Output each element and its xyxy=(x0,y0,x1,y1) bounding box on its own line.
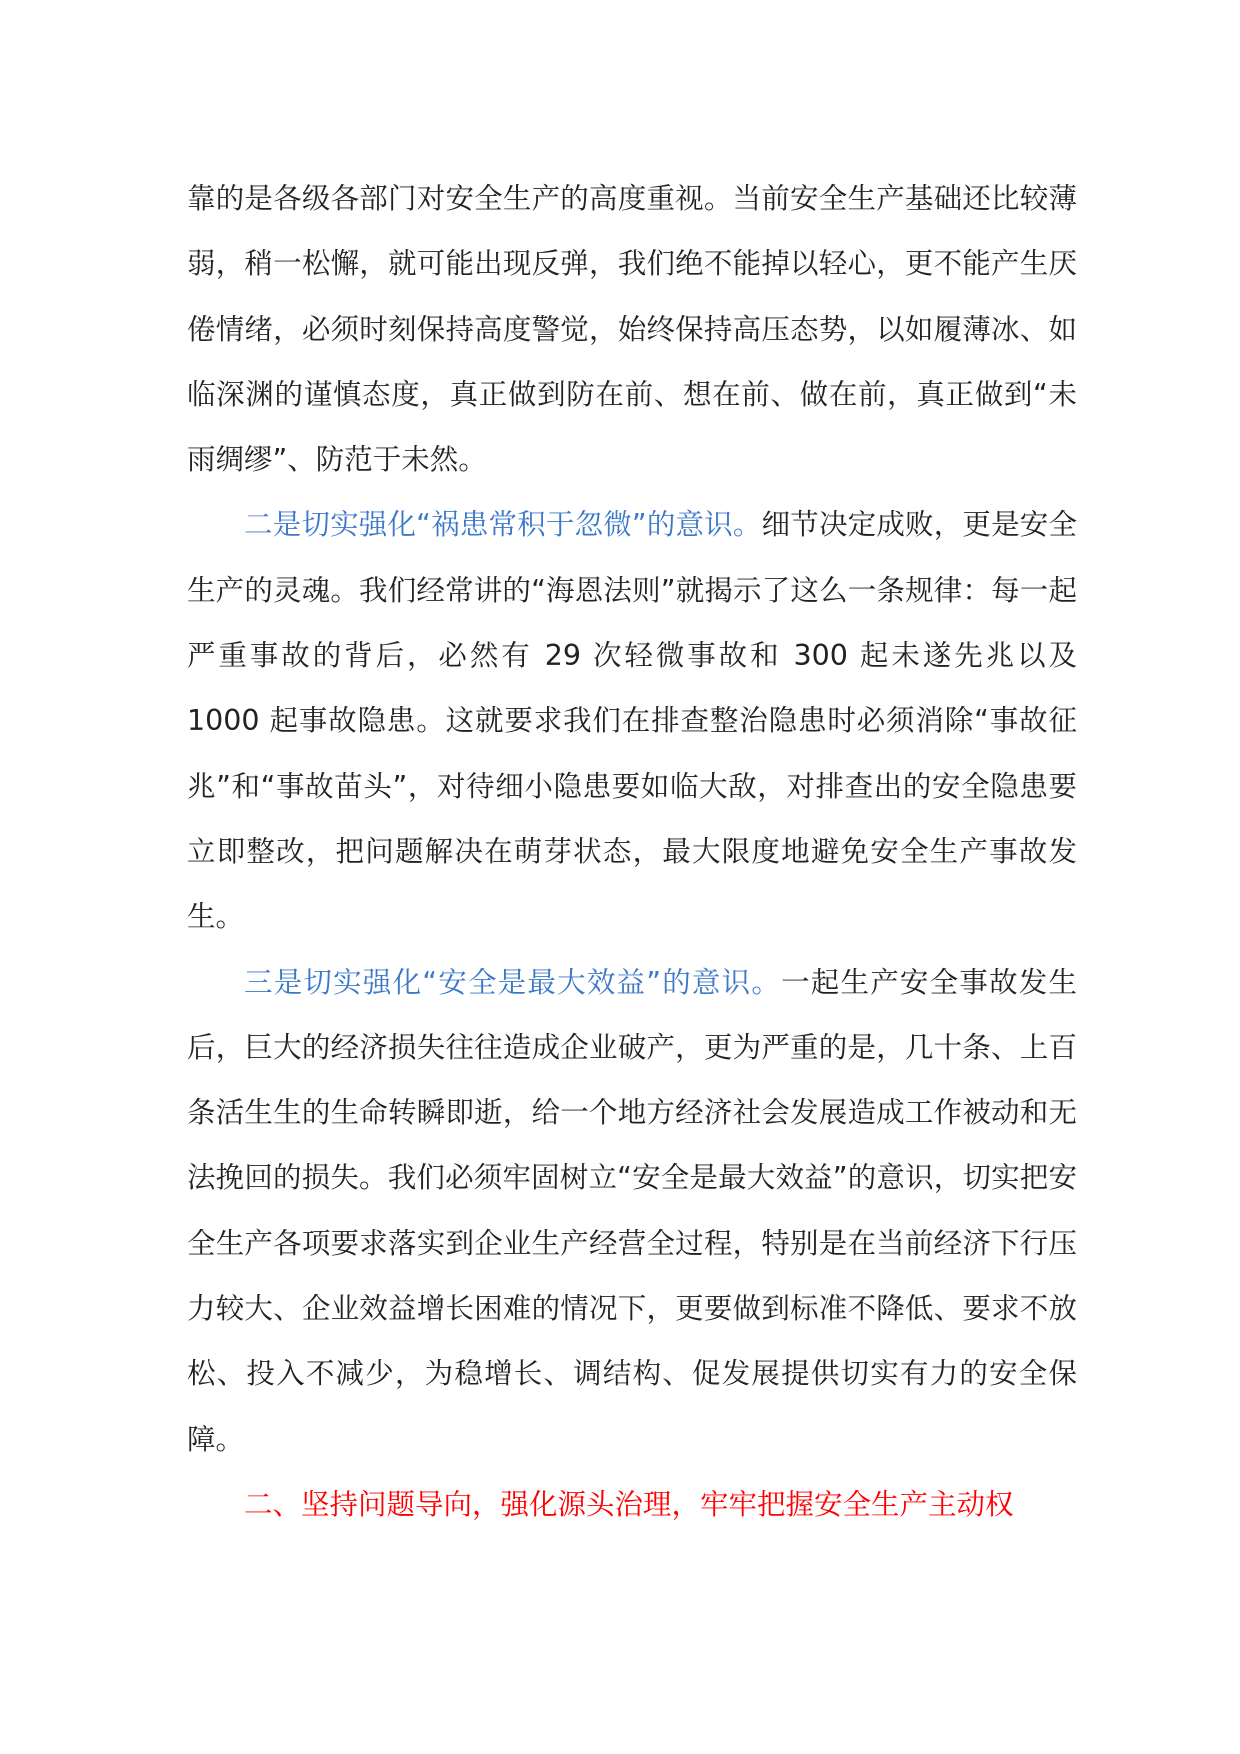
paragraph-body: 细节决定成败，更是安全生产的灵魂。我们经常讲的“海恩法则”就揭示了这么一条规律：每一起严重事故的背后，必然有 29 次轻微事故和 300 起未遂先兆以及 1000 起事故隐患。这就要求我们在排查整治隐患时必须消除“事故征兆”和“事故苗头”，对待细小隐患要如临大敌，对排查出的安全隐患要立即整改，把问题解决在萌芽状态，最大限度地避免安全生产事故发生。 xyxy=(187,508,1077,934)
document-page xyxy=(187,166,1077,1537)
paragraph-point-three xyxy=(187,950,1077,1472)
paragraph-point-two xyxy=(187,492,1077,949)
paragraph-continuation xyxy=(187,166,1077,492)
paragraph-body: 靠的是各级各部门对安全生产的高度重视。当前安全生产基础还比较薄弱，稍一松懈，就可能出现反弹，我们绝不能掉以轻心，更不能产生厌倦情绪，必须时刻保持高度警觉，始终保持高压态势，以如履薄冰、如临深渊的谨慎态度，真正做到防在前、想在前、做在前，真正做到“未雨绸缪”、防范于未然。 xyxy=(187,182,1077,477)
paragraph-body: 一起生产安全事故发生后，巨大的经济损失往往造成企业破产，更为严重的是，几十条、上百条活生生的生命转瞬即逝，给一个地方经济社会发展造成工作被动和无法挽回的损失。我们必须牢固树立“安全是最大效益”的意识，切实把安全生产各项要求落实到企业生产经营全过程，特别是在当前经济下行压力较大、企业效益增长困难的情况下，更要做到标准不降低、要求不放松、投入不减少，为稳增长、调结构、促发展提供切实有力的安全保障。 xyxy=(187,965,1077,1456)
paragraph-lead-sentence: 二是切实强化“祸患常积于忽微”的意识。 xyxy=(244,508,762,542)
section-heading xyxy=(187,1472,1077,1537)
section-heading-text: 二、坚持问题导向，强化源头治理，牢牢把握安全生产主动权 xyxy=(244,1487,1014,1521)
paragraph-lead-sentence: 三是切实强化“安全是最大效益”的意识。 xyxy=(244,965,782,999)
